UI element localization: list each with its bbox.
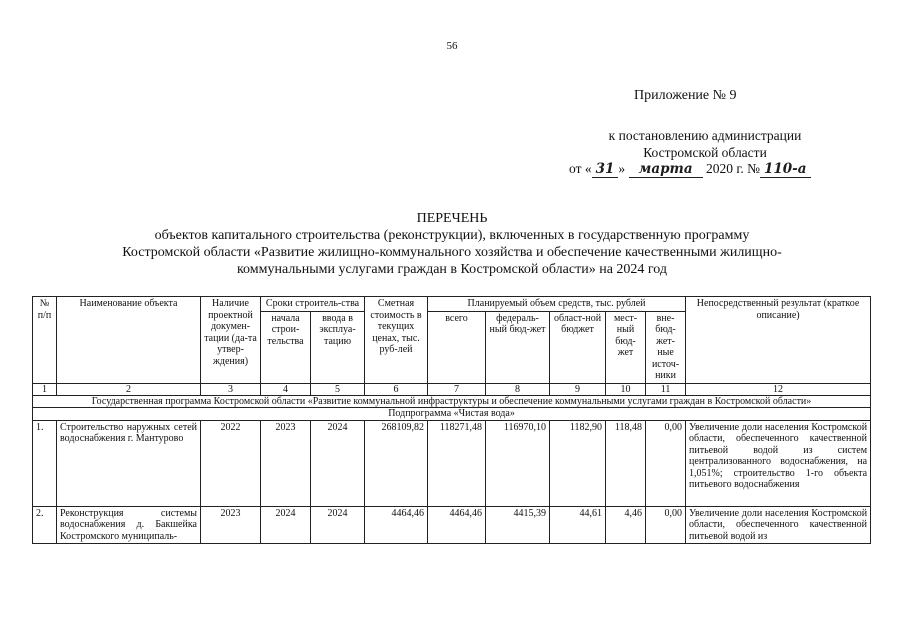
row-num: 1. — [33, 420, 57, 506]
date-mid: » — [618, 161, 626, 176]
header-row-1 — [33, 297, 871, 312]
row-cost: 268109,82 — [365, 420, 428, 506]
table-row — [33, 506, 871, 544]
header-docs: Наличие проектной докумен-тации (да-та утвер-ждения) — [201, 297, 261, 384]
resolution-line-1: к постановлению администрации — [608, 128, 802, 143]
handwritten-day: 31 — [592, 162, 619, 178]
page-number: 56 — [446, 40, 458, 52]
col-number: 8 — [486, 383, 550, 395]
col-number: 11 — [646, 383, 686, 395]
header-name: Наименование объекта — [57, 297, 201, 384]
objects-table — [32, 296, 871, 544]
header-planned: Планируемый объем средств, тыс. рублей — [428, 297, 686, 312]
row-federal: 4415,39 — [486, 506, 550, 544]
row-regional: 44,61 — [550, 506, 606, 544]
header-extra: вне-бюд-жет-ные источ-ники — [646, 311, 686, 383]
col-number: 10 — [606, 383, 646, 395]
subprogram-row — [33, 408, 871, 421]
title-line-4: коммунальными услугами граждан в Костромской области» на 2024 год — [236, 262, 668, 277]
appendix-label: Приложение № 9 — [634, 88, 737, 103]
row-object-name: Реконструкция системы водоснабжения д. Бакшейка Костромского муниципаль- — [57, 506, 201, 544]
row-docs: 2022 — [201, 420, 261, 506]
row-start: 2023 — [261, 420, 311, 506]
column-numbers-row — [33, 383, 871, 395]
handwritten-number: 110-а — [760, 162, 811, 178]
header-federal: федераль-ный бюд-жет — [486, 311, 550, 383]
handwritten-month: марта — [629, 162, 703, 178]
resolution-line-2: Костромской области — [643, 145, 767, 160]
row-total: 118271,48 — [428, 420, 486, 506]
table-row — [33, 420, 871, 506]
row-start: 2024 — [261, 506, 311, 544]
col-number: 12 — [686, 383, 871, 395]
date-year: 2020 г. № — [705, 161, 760, 176]
row-result: Увеличение доли населения Костромской области, обеспеченного качественной питьевой водой из систем централизованного водоснабжения, на 1,051%; строительство 1-го объекта питьевого водоснабжения — [686, 420, 871, 506]
row-extra: 0,00 — [646, 420, 686, 506]
resolution-date-line — [569, 161, 811, 178]
col-number: 5 — [311, 383, 365, 395]
col-number: 9 — [550, 383, 606, 395]
header-commission: ввода в эксплуа-тацию — [311, 311, 365, 383]
title-line-3: Костромской области «Развитие жилищно-коммунального хозяйства и обеспечение качественными жилищно- — [122, 245, 782, 260]
header-regional: област-ной бюджет — [550, 311, 606, 383]
col-number: 2 — [57, 383, 201, 395]
row-docs: 2023 — [201, 506, 261, 544]
row-federal: 116970,10 — [486, 420, 550, 506]
title-line-1: ПЕРЕЧЕНЬ — [416, 211, 488, 226]
col-number: 4 — [261, 383, 311, 395]
col-number: 7 — [428, 383, 486, 395]
title-line-2: объектов капитального строительства (реконструкции), включенных в государственную программу — [154, 228, 750, 243]
resolution-reference — [540, 127, 870, 161]
header-terms: Сроки строитель-ства — [261, 297, 365, 312]
row-extra: 0,00 — [646, 506, 686, 544]
header-result: Непосредственный результат (краткое описание) — [686, 297, 871, 384]
header-total: всего — [428, 311, 486, 383]
document-title — [0, 210, 904, 278]
program-row — [33, 395, 871, 408]
col-number: 6 — [365, 383, 428, 395]
row-result: Увеличение доли населения Костромской области, обеспеченного качественной питьевой водой из — [686, 506, 871, 544]
row-commission: 2024 — [311, 506, 365, 544]
row-commission: 2024 — [311, 420, 365, 506]
row-num: 2. — [33, 506, 57, 544]
program-title: Государственная программа Костромской области «Развитие коммунальной инфраструктуры и обеспечение коммунальными услугами граждан в Костромской области» — [33, 395, 871, 408]
row-object-name: Строительство наружных сетей водоснабжения г. Мантурово — [57, 420, 201, 506]
header-cost: Сметная стоимость в текущих ценах, тыс. руб-лей — [365, 297, 428, 384]
col-number: 3 — [201, 383, 261, 395]
row-regional: 1182,90 — [550, 420, 606, 506]
row-local: 118,48 — [606, 420, 646, 506]
header-local: мест-ный бюд-жет — [606, 311, 646, 383]
col-number: 1 — [33, 383, 57, 395]
row-cost: 4464,46 — [365, 506, 428, 544]
header-num: № п/п — [33, 297, 57, 384]
subprogram-title: Подпрограмма «Чистая вода» — [33, 408, 871, 421]
row-total: 4464,46 — [428, 506, 486, 544]
date-prefix: от « — [569, 161, 592, 176]
row-local: 4,46 — [606, 506, 646, 544]
header-start: начала строи-тельства — [261, 311, 311, 383]
